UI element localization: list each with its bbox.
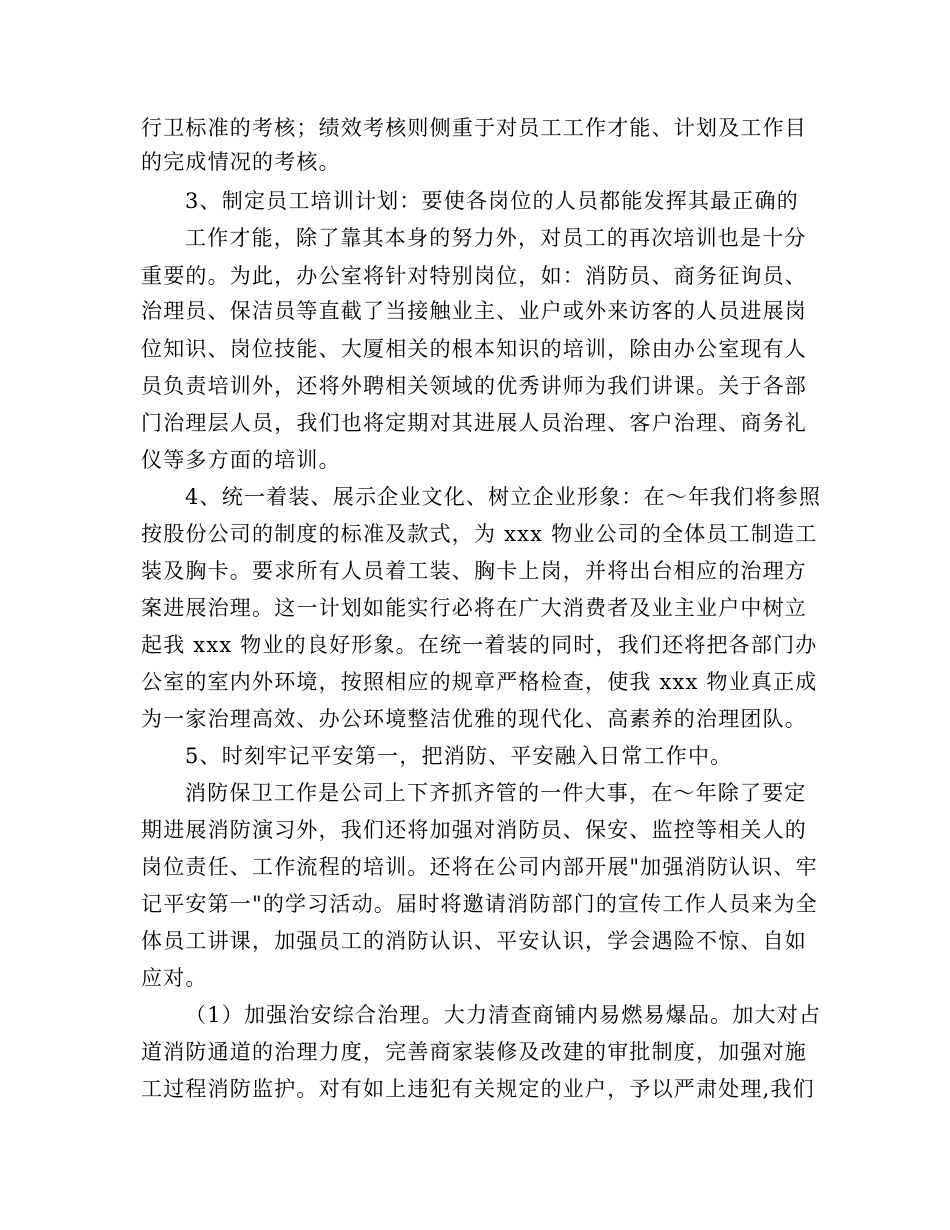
text-line: 工作才能，除了靠其本身的努力外，对员工的再次培训也是十分 <box>185 226 807 250</box>
text-line: 位知识、岗位技能、大厦相关的根本知识的培训，除由办公室现有人 <box>141 337 807 361</box>
text-line: 仪等多方面的培训。 <box>141 448 341 472</box>
text-line: 员负责培训外，还将外聘相关领域的优秀讲师为我们讲课。关于各部 <box>141 374 807 398</box>
text-line: 道消防通道的治理力度，完善商家装修及改建的审批制度，加强对施 <box>141 1040 807 1064</box>
text-line: 门治理层人员，我们也将定期对其进展人员治理、客户治理、商务礼 <box>141 411 807 435</box>
text-line: 案进展治理。这一计划如能实行必将在广大消费者及业主业户中树立 <box>141 596 807 620</box>
text-line: 行卫标准的考核；绩效考核则侧重于对员工工作才能、计划及工作目 <box>141 116 807 140</box>
text-line: 公室的室内外环境，按照相应的规章严格检查，使我 xxx 物业真正成 <box>141 670 818 694</box>
text-line: 工过程消防监护。对有如上违犯有关规定的业户，予以严肃处理,我们 <box>141 1077 815 1101</box>
text-line: 4、统一着装、展示企业文化、树立企业形象：在～年我们将参照 <box>185 485 822 509</box>
text-line: 体员工讲课，加强员工的消防认识、平安认识，学会遇险不惊、自如 <box>141 929 807 953</box>
text-line: 3、制定员工培训计划：要使各岗位的人员都能发挥其最正确的 <box>185 189 799 213</box>
text-line: 按股份公司的制度的标准及款式，为 xxx 物业公司的全体员工制造工 <box>141 522 818 546</box>
text-line: 为一家治理高效、办公环境整洁优雅的现代化、高素养的治理团队。 <box>141 707 807 731</box>
text-line: 记平安第一"的学习活动。届时将邀请消防部门的宣传工作人员来为全 <box>141 892 818 916</box>
text-line: 装及胸卡。要求所有人员着工装、胸卡上岗，并将出台相应的治理方 <box>141 559 807 583</box>
text-line: （1）加强治安综合治理。大力清查商铺内易燃易爆品。加大对占 <box>185 1003 822 1027</box>
text-line: 应对。 <box>141 966 208 990</box>
text-line: 起我 xxx 物业的良好形象。在统一着装的同时，我们还将把各部门办 <box>141 633 818 657</box>
text-line: 岗位责任、工作流程的培训。还将在公司内部开展"加强消防认识、牢 <box>141 855 818 879</box>
text-line: 5、时刻牢记平安第一，把消防、平安融入日常工作中。 <box>185 744 733 768</box>
text-line: 的完成情况的考核。 <box>141 150 341 174</box>
text-line: 治理员、保洁员等直截了当接触业主、业户或外来访客的人员进展岗 <box>141 299 807 323</box>
text-line: 重要的。为此，办公室将针对特别岗位，如：消防员、商务征询员、 <box>141 264 807 288</box>
text-line: 消防保卫工作是公司上下齐抓齐管的一件大事，在～年除了要定 <box>185 781 807 805</box>
text-line: 期进展消防演习外，我们还将加强对消防员、保安、监控等相关人的 <box>141 818 807 842</box>
